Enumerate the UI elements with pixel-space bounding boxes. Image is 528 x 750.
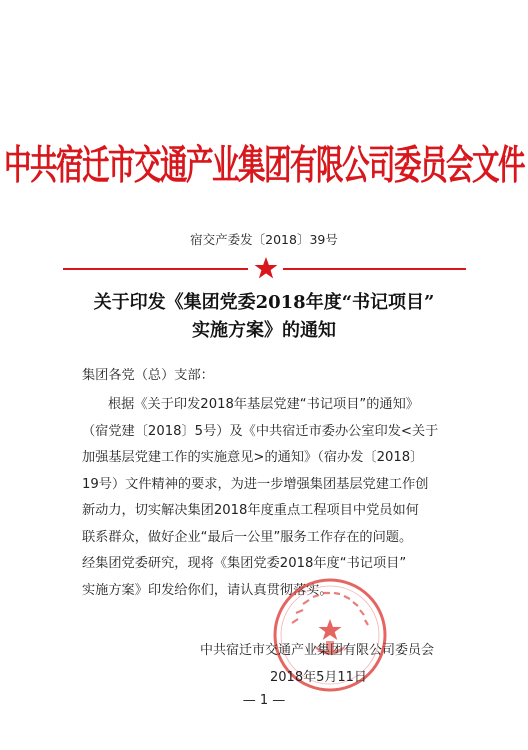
- notice-title-line-1: 关于印发《集团党委2018年度“书记项目”: [93, 292, 435, 313]
- signature-date: 2018年5月11日: [270, 670, 367, 685]
- red-rule-right: [283, 268, 466, 270]
- signature-organization: 中共宿迁市交通产业集团有限公司委员会: [200, 643, 435, 658]
- body-paragraph: [82, 392, 462, 604]
- body-line: 新动力，切实解决集团2018年度重点工程项目中党员如何: [82, 503, 419, 518]
- red-rule-left: [63, 268, 248, 270]
- star-icon: [253, 255, 279, 281]
- body-line: 加强基层党建工作的实施意见>的通知》（宿办发〔2018〕: [82, 450, 424, 465]
- masthead-title: 中共宿迁市交通产业集团有限公司委员会文件: [4, 142, 524, 189]
- salutation: 集团各党（总）支部：: [82, 368, 214, 383]
- body-line: 根据《关于印发2018年基层党建“书记项目”的通知》: [108, 397, 419, 412]
- notice-title-line-2: 实施方案》的通知: [192, 320, 336, 341]
- page-number: — 1 —: [242, 693, 286, 708]
- body-line: 经集团党委研究，现将《集团党委2018年度“书记项目”: [82, 556, 407, 571]
- body-line: （宿党建〔2018〕5号）及《中共宿迁市委办公室印发<关于: [82, 423, 439, 439]
- body-line: 联系群众，做好企业“最后一公里”服务工作存在的问题。: [82, 529, 413, 545]
- body-line: 实施方案》印发给你们，请认真贯彻落实。: [82, 582, 333, 598]
- body-line: 19号）文件精神的要求，为进一步增强集团基层党建工作创: [82, 476, 429, 492]
- document-number: 宿交产委发〔2018〕39号: [190, 232, 338, 247]
